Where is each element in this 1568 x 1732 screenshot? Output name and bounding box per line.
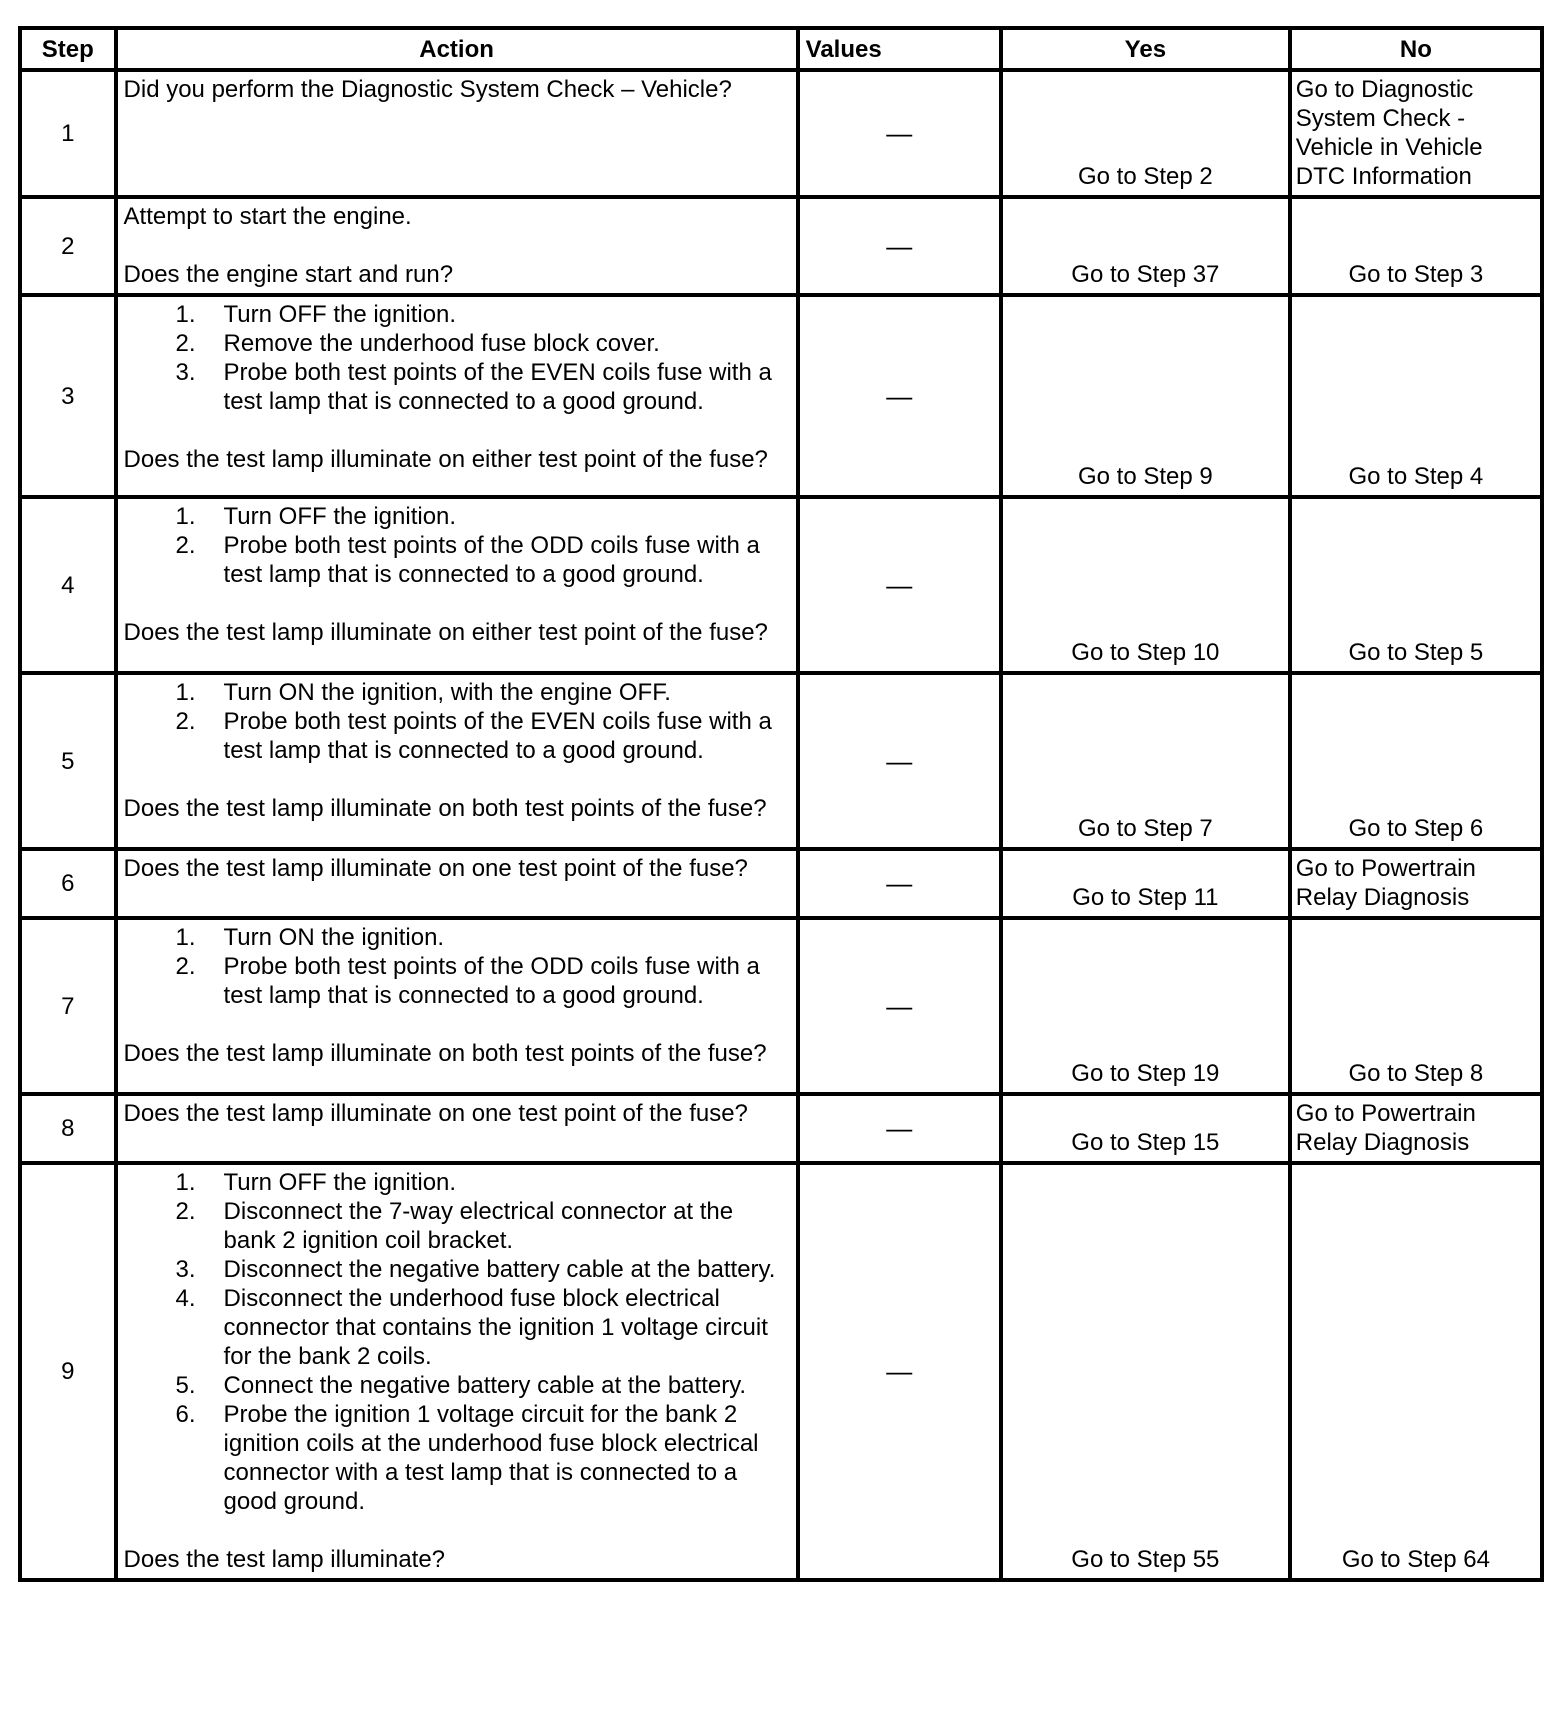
action-steps-list [124,1168,788,1516]
item-number: 2. [175,953,196,980]
item-text: Turn ON the ignition, with the engine OFF. [223,679,671,706]
list-item [124,678,788,707]
item-number: 2. [175,708,196,735]
yes-link[interactable]: Go to Step 37 [1001,197,1290,295]
list-item [124,300,788,329]
table-row [20,918,1542,1094]
step-number: 5 [20,673,116,849]
yes-link[interactable]: Go to Step 11 [1001,849,1290,918]
action-cell [116,673,798,849]
no-link[interactable]: Go to Step 64 [1290,1163,1542,1580]
values-cell: — [798,1163,1001,1580]
action-cell [116,918,798,1094]
header-row [20,28,1542,70]
list-item [124,952,788,1010]
action-question: Does the engine start and run? [123,261,454,288]
list-item [124,1197,788,1255]
action-steps-list [124,502,788,589]
values-cell: — [798,70,1001,197]
item-text: Turn ON the ignition. [223,924,445,951]
item-number: 1. [175,1169,196,1196]
action-cell [116,295,798,497]
step-number: 6 [20,849,116,918]
step-number: 7 [20,918,116,1094]
yes-link[interactable]: Go to Step 15 [1001,1094,1290,1163]
table-row [20,849,1542,918]
values-cell: — [798,295,1001,497]
list-item [124,1284,788,1371]
values-cell: — [798,497,1001,673]
action-intro: Does the test lamp illuminate on one test point of the fuse? [123,855,748,882]
action-header: Action [116,28,798,70]
action-cell [116,70,798,197]
item-number: 3. [175,359,196,386]
item-text: Disconnect the underhood fuse block electrical connector that contains the ignition 1 voltage circuit for the bank 2 coils. [223,1285,768,1370]
values-cell: — [798,849,1001,918]
list-item [124,1400,788,1516]
list-item [124,923,788,952]
action-question: Does the test lamp illuminate on both test points of the fuse? [123,795,767,822]
action-question: Does the test lamp illuminate on both test points of the fuse? [123,1040,767,1067]
table-row [20,1094,1542,1163]
action-steps-list [124,300,788,416]
list-item [124,329,788,358]
item-text: Turn OFF the ignition. [223,1169,457,1196]
item-number: 1. [175,301,196,328]
no-link[interactable]: Go to Diagnostic System Check - Vehicle in Vehicle DTC Information [1290,70,1542,197]
yes-link[interactable]: Go to Step 19 [1001,918,1290,1094]
list-item [124,1168,788,1197]
step-number: 1 [20,70,116,197]
table-row [20,673,1542,849]
list-item [124,1371,788,1400]
item-number: 2. [175,532,196,559]
values-cell: — [798,918,1001,1094]
list-item [124,358,788,416]
yes-link[interactable]: Go to Step 2 [1001,70,1290,197]
no-link[interactable]: Go to Powertrain Relay Diagnosis [1290,1094,1542,1163]
yes-link[interactable]: Go to Step 7 [1001,673,1290,849]
item-number: 5. [175,1372,196,1399]
item-text: Probe both test points of the EVEN coils fuse with a test lamp that is connected to a good ground. [223,708,772,764]
action-intro: Attempt to start the engine. [123,203,412,230]
step-header: Step [20,28,116,70]
item-number: 6. [175,1401,196,1428]
item-text: Disconnect the 7-way electrical connector at the bank 2 ignition coil bracket. [223,1198,734,1254]
item-text: Connect the negative battery cable at the battery. [223,1372,747,1399]
action-question: Does the test lamp illuminate on either test point of the fuse? [123,619,768,646]
action-steps-list [124,923,788,1010]
no-link[interactable]: Go to Step 6 [1290,673,1542,849]
step-number: 4 [20,497,116,673]
item-number: 2. [175,1198,196,1225]
no-header: No [1290,28,1542,70]
list-item [124,707,788,765]
action-cell [116,197,798,295]
action-cell [116,1094,798,1163]
step-number: 8 [20,1094,116,1163]
values-cell: — [798,673,1001,849]
yes-link[interactable]: Go to Step 10 [1001,497,1290,673]
item-number: 2. [175,330,196,357]
step-number: 9 [20,1163,116,1580]
table-row [20,197,1542,295]
action-cell [116,497,798,673]
yes-link[interactable]: Go to Step 9 [1001,295,1290,497]
values-cell: — [798,1094,1001,1163]
item-text: Probe both test points of the ODD coils fuse with a test lamp that is connected to a good ground. [223,953,760,1009]
item-number: 3. [175,1256,196,1283]
action-intro: Did you perform the Diagnostic System Check – Vehicle? [123,76,732,103]
no-link[interactable]: Go to Step 5 [1290,497,1542,673]
no-link[interactable]: Go to Step 4 [1290,295,1542,497]
no-link[interactable]: Go to Step 8 [1290,918,1542,1094]
item-text: Remove the underhood fuse block cover. [223,330,660,357]
item-text: Turn OFF the ignition. [223,503,457,530]
item-text: Probe the ignition 1 voltage circuit for the bank 2 ignition coils at the underhood fuse block electrical connector with a test lamp that is connected to a good ground. [223,1401,759,1515]
step-number: 2 [20,197,116,295]
item-number: 1. [175,924,196,951]
action-cell [116,849,798,918]
action-question: Does the test lamp illuminate on either test point of the fuse? [123,446,768,473]
action-steps-list [124,678,788,765]
item-number: 1. [175,679,196,706]
values-header: Values [798,28,1001,70]
item-number: 4. [175,1285,196,1312]
table-row [20,1163,1542,1580]
item-text: Turn OFF the ignition. [223,301,457,328]
item-text: Disconnect the negative battery cable at the battery. [223,1256,776,1283]
table-row [20,295,1542,497]
no-link[interactable]: Go to Step 3 [1290,197,1542,295]
list-item [124,531,788,589]
item-text: Probe both test points of the ODD coils fuse with a test lamp that is connected to a good ground. [223,532,760,588]
list-item [124,1255,788,1284]
step-number: 3 [20,295,116,497]
yes-link[interactable]: Go to Step 55 [1001,1163,1290,1580]
table-row [20,497,1542,673]
values-cell: — [798,197,1001,295]
no-link[interactable]: Go to Powertrain Relay Diagnosis [1290,849,1542,918]
table-row [20,70,1542,197]
item-text: Probe both test points of the EVEN coils fuse with a test lamp that is connected to a good ground. [223,359,772,415]
list-item [124,502,788,531]
action-question: Does the test lamp illuminate? [123,1546,446,1573]
diagnostic-table [18,26,1544,1582]
action-cell [116,1163,798,1580]
action-intro: Does the test lamp illuminate on one test point of the fuse? [123,1100,748,1127]
yes-header: Yes [1001,28,1290,70]
item-number: 1. [175,503,196,530]
